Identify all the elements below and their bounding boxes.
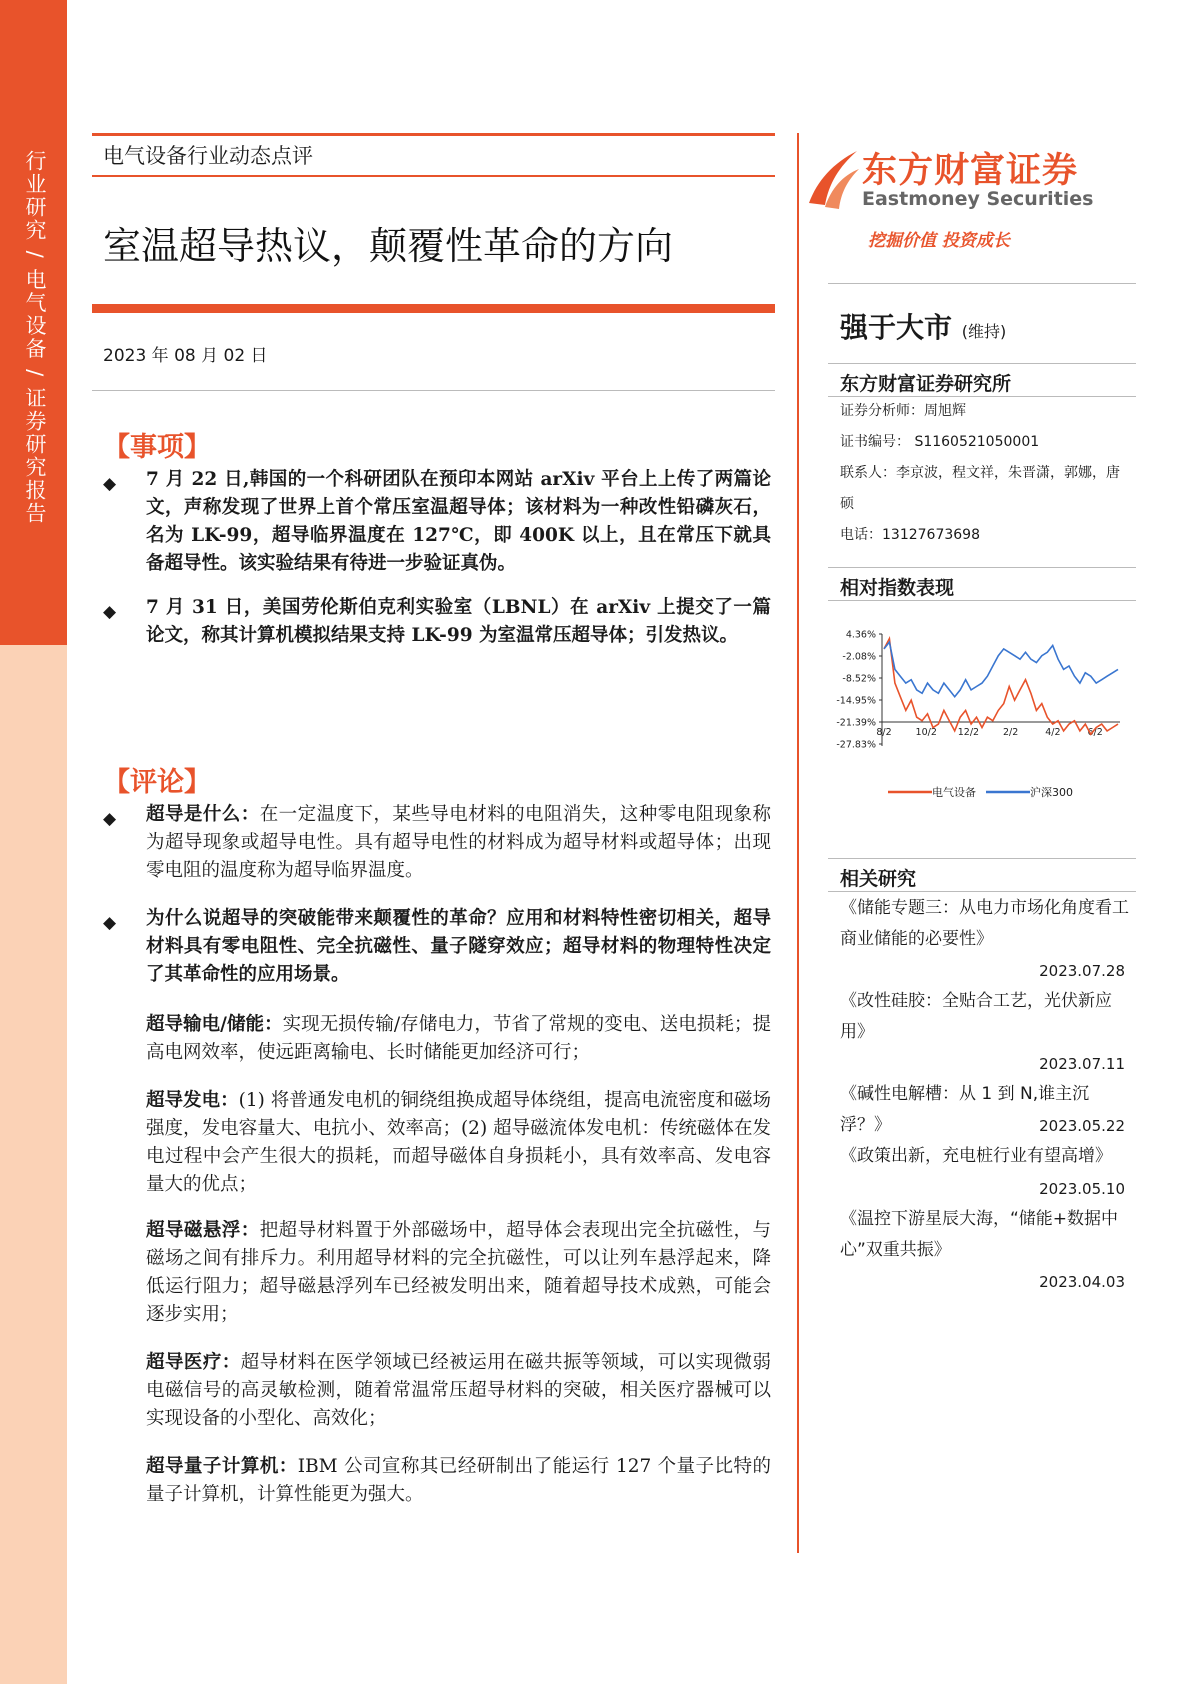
institute-name: 东方财富证券研究所 [840, 373, 1012, 395]
logo-name: 东方财富证券 [862, 151, 1079, 191]
contacts: 联系人：李京波，程文祥，朱晋潇，郭娜，唐硕 [840, 465, 1120, 512]
matter-item: 7 月 31 日，美国劳伦斯伯克利实验室（LBNL）在 arXiv 上提交了一篇论文，称其计算机模拟结果支持 LK-99 为室温常压超导体；引发热议。 [146, 597, 771, 646]
app-power-transmission [146, 1011, 771, 1067]
bullet-icon: ◆ [103, 602, 117, 622]
logo-english-name: Eastmoney Securities [862, 188, 1094, 210]
app-label: 超导磁悬浮： [146, 1220, 260, 1241]
section-heading-comments: 【评论】 [103, 767, 211, 798]
related-date: 2023.05.22 [1039, 1117, 1125, 1135]
header-rule [92, 133, 775, 136]
rating-note: (维持) [961, 322, 1007, 341]
app-maglev [146, 1217, 771, 1329]
title-rule [92, 304, 775, 313]
chart-heading: 相对指数表现 [840, 577, 955, 599]
y-tick-label: -27.83% [836, 739, 876, 751]
app-text: IBM 公司宣称其已经研制出了能运行 127 个量子比特的量子计算机，计算性能更为强大。 [146, 1456, 771, 1505]
related-date: 2023.07.11 [1039, 1055, 1125, 1073]
chart-svg [828, 620, 1128, 800]
app-text: 实现无损传输/存储电力，节省了常规的变电、送电损耗；提高电网效率，使远距离输电、长时储能更加经济可行； [146, 1014, 771, 1063]
matter-item: 7 月 22 日,韩国的一个科研团队在预印本网站 arXiv 平台上上传了两篇论文，声称发现了世界上首个常压室温超导体；该材料为一种改性铅磷灰石，名为 LK-99，超导临界温度在 127℃，即 400K 以上，且在常压下就具备超导性。该实验结果有待进一步验证真伪。 [146, 469, 771, 574]
related-item[interactable]: 《储能专题三：从电力市场化角度看工商业储能的必要性》 [840, 898, 1129, 949]
x-tick-label: 2/2 [1003, 727, 1019, 738]
legend-label-csi300: 沪深300 [1030, 786, 1073, 799]
column-divider [797, 133, 799, 1553]
app-quantum-computer [146, 1453, 771, 1509]
related-item[interactable]: 《改性硅胶：全贴合工艺，光伏新应用》 [840, 991, 1112, 1042]
comment-why-revolutionary: 为什么说超导的突破能带来颠覆性的革命？应用和材料特性密切相关，超导材料具有零电阻性、完全抗磁性、量子隧穿效应；超导材料的物理特性决定了其革命性的应用场景。 [146, 908, 771, 985]
logo-flame-icon [803, 143, 861, 213]
related-date: 2023.05.10 [1039, 1180, 1125, 1198]
app-power-generation [146, 1087, 771, 1199]
page-title: 室温超导热议，颠覆性革命的方向 [103, 224, 674, 268]
app-medical [146, 1349, 771, 1433]
comment-what-is-superconductivity [146, 801, 771, 885]
x-tick-label: 12/2 [957, 727, 980, 738]
date-divider [92, 390, 775, 391]
certificate-number: 证书编号： S1160521050001 [840, 434, 1040, 450]
rating-value: 强于大市 [840, 311, 953, 344]
phone: 电话：13127673698 [840, 527, 980, 543]
y-tick-label: -2.08% [842, 651, 876, 663]
series-line-csi300 [884, 642, 1118, 697]
x-tick-label: 4/2 [1045, 727, 1061, 738]
x-tick-label: 6/2 [1087, 727, 1103, 738]
relative-index-chart [828, 620, 1128, 800]
related-item[interactable]: 《温控下游星辰大海，“储能+数据中心”双重共振》 [840, 1209, 1119, 1260]
comment-text: 在一定温度下，某些导电材料的电阻消失，这种零电阻现象称为超导现象或超导电性。具有超导电性的材料成为超导材料或超导体；出现零电阻的温度称为超导临界温度。 [146, 804, 771, 881]
y-tick-label: -14.95% [836, 695, 876, 707]
sidebar-band-light [0, 645, 67, 1684]
related-date: 2023.07.28 [1039, 962, 1125, 980]
chart-heading-divider [828, 600, 1136, 601]
app-text: 超导材料在医学领域已经被运用在磁共振等领域，可以实现微弱电磁信号的高灵敏检测，随着常温常压超导材料的突破，相关医疗器械可以实现设备的小型化、高效化； [146, 1352, 771, 1429]
related-heading: 相关研究 [840, 868, 917, 890]
x-tick-label: 10/2 [915, 727, 937, 738]
y-tick-label: -21.39% [836, 717, 876, 729]
app-text: (1) 将普通发电机的铜绕组换成超导体绕组，提高电流密度和磁场强度，发电容量大、电抗小、效率高；(2) 超导磁流体发电机：传统磁体在发电过程中会产生很大的损耗，而超导磁体自身损耗小，具有效率高、发电容量大的优点； [146, 1090, 771, 1195]
legend-label-electrical: 电气设备 [932, 786, 976, 799]
category-rule [92, 175, 775, 177]
app-label: 超导输电/储能： [146, 1014, 283, 1035]
app-label: 超导医疗： [146, 1352, 241, 1373]
related-heading-divider [828, 891, 1136, 892]
bullet-icon: ◆ [103, 809, 117, 829]
app-label: 超导量子计算机： [146, 1456, 298, 1477]
comment-label: 超导是什么： [146, 804, 260, 825]
y-tick-label: -8.52% [842, 673, 876, 685]
slogan: 挖掘价值 投资成长 [868, 231, 1010, 251]
rating-top-divider [828, 283, 1136, 284]
report-date: 2023 年 08 月 02 日 [103, 346, 268, 366]
app-label: 超导发电： [146, 1090, 239, 1111]
analyst: 证券分析师：周旭辉 [840, 403, 966, 419]
related-top-divider [828, 858, 1136, 859]
section-heading-matters: 【事项】 [103, 432, 211, 463]
bullet-icon: ◆ [103, 913, 117, 933]
rating [840, 306, 1006, 346]
related-date: 2023.04.03 [1039, 1273, 1125, 1291]
x-tick-label: 8/2 [876, 727, 892, 738]
rating-divider [828, 363, 1136, 364]
related-item[interactable]: 《政策出新，充电桩行业有望高增》 [840, 1146, 1112, 1166]
y-tick-label: 4.36% [845, 629, 876, 641]
related-item[interactable]: 《碱性电解槽：从 1 到 N,谁主沉浮？》 [840, 1084, 1090, 1135]
legend-line-electrical [888, 787, 938, 797]
chart-top-divider [828, 567, 1136, 568]
legend-line-csi300 [986, 787, 1036, 797]
sidebar-label: 行业研究 / 电气设备 / 证券研究报告 [23, 150, 47, 525]
bullet-icon: ◆ [103, 474, 117, 494]
report-category: 电气设备行业动态点评 [103, 144, 313, 168]
app-text: 把超导材料置于外部磁场中，超导体会表现出完全抗磁性，与磁场之间有排斥力。利用超导材料的完全抗磁性，可以让列车悬浮起来，降低运行阻力；超导磁悬浮列车已经被发明出来，随着超导技术成熟，可能会逐步实用； [146, 1220, 771, 1325]
